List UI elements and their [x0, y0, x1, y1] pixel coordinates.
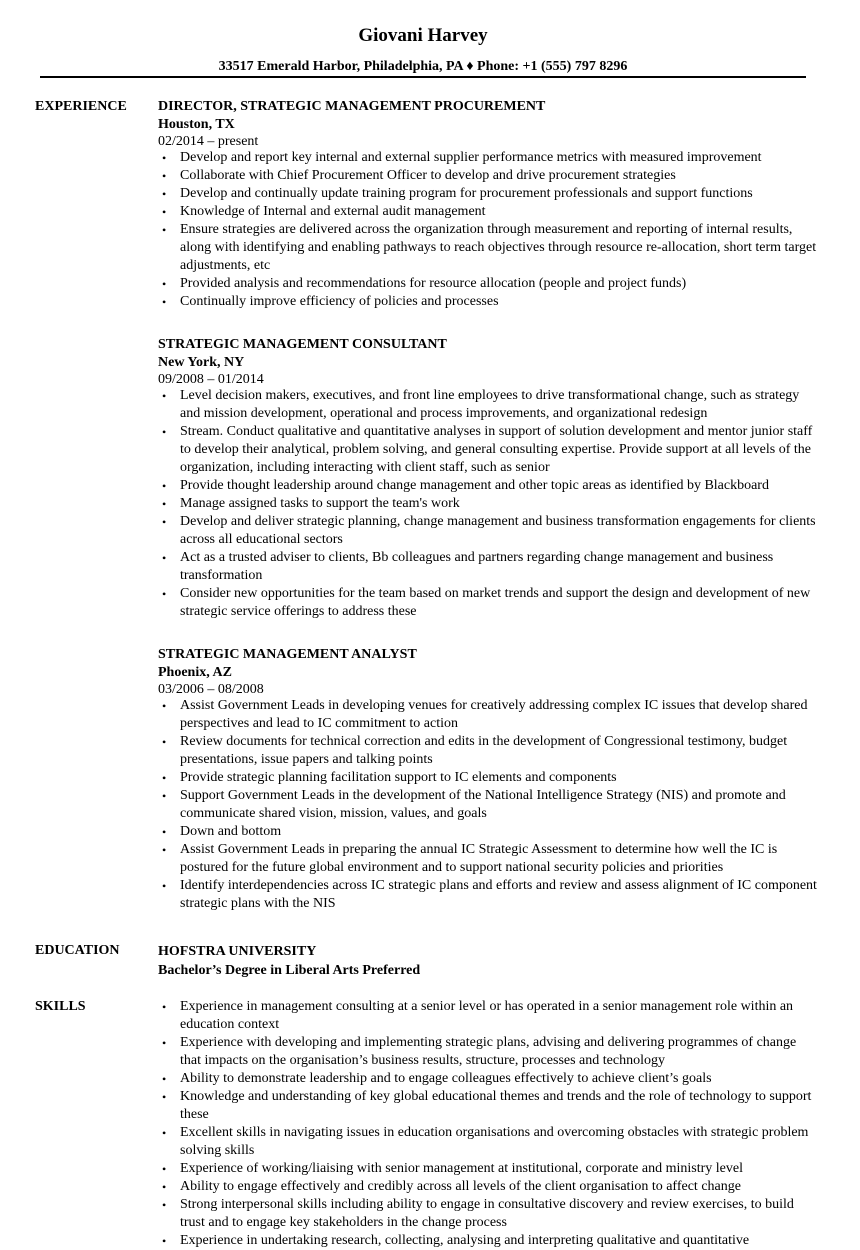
education-degree: Bachelor’s Degree in Liberal Arts Preferred — [158, 963, 421, 978]
education-school: HOFSTRA UNIVERSITY — [158, 944, 317, 959]
bullet-text: Act as a trusted adviser to clients, Bb colleagues and partners regarding change management and business transformation — [180, 550, 774, 583]
skills-bullets — [158, 998, 818, 1250]
bullet-icon: • — [162, 187, 167, 201]
bullet-item — [158, 423, 818, 477]
job-dates: 09/2008 – 01/2014 — [158, 372, 264, 387]
bullet-text: Develop and continually update training program for procurement professionals and support functions — [180, 186, 753, 201]
bullet-text: Ability to engage effectively and credibly across all levels of the client organisation to affect change — [180, 1179, 741, 1194]
bullet-text: Assist Government Leads in developing venues for creatively addressing complex IC issues that develop shared perspectives and lead to IC commitment to action — [180, 698, 808, 731]
bullet-item — [158, 477, 818, 495]
bullet-icon: • — [162, 1072, 167, 1086]
bullet-item — [158, 998, 818, 1034]
bullet-text: Knowledge of Internal and external audit management — [180, 204, 486, 219]
job-location: Houston, TX — [158, 117, 235, 132]
bullet-item — [158, 585, 818, 621]
header-divider — [40, 76, 806, 78]
bullet-text: Strong interpersonal skills including ability to engage in consultative discovery and review exercises, to build trust and to engage key stakeholders in the change process — [180, 1197, 794, 1230]
bullet-text: Consider new opportunities for the team based on market trends and support the design and development of new strategic service offerings to address these — [180, 586, 811, 619]
job-entry — [158, 98, 818, 311]
bullet-item — [158, 1124, 818, 1160]
bullet-icon: • — [162, 825, 167, 839]
bullet-icon: • — [162, 1162, 167, 1176]
bullet-item — [158, 877, 818, 913]
bullet-item — [158, 1160, 818, 1178]
bullet-item — [158, 221, 818, 275]
bullet-text: Review documents for technical correction and edits in the development of Congressional testimony, budget presentations, issue papers and talking points — [180, 734, 788, 767]
contact-line: 33517 Emerald Harbor, Philadelphia, PA ♦ Phone: +1 (555) 797 8296 — [218, 59, 628, 74]
job-location: New York, NY — [158, 355, 245, 370]
bullet-item — [158, 149, 818, 167]
bullet-item — [158, 513, 818, 549]
job-dates: 02/2014 – present — [158, 134, 259, 149]
bullet-item — [158, 823, 818, 841]
bullet-icon: • — [162, 223, 167, 237]
bullet-item — [158, 495, 818, 513]
bullet-text: Provided analysis and recommendations for resource allocation (people and project funds) — [180, 276, 687, 291]
bullet-icon: • — [162, 151, 167, 165]
bullet-item — [158, 549, 818, 585]
bullet-text: Stream. Conduct qualitative and quantitative analyses in support of solution development and mentor junior staff to develop their analytical, problem solving, and general consulting expertise. Provide support at all levels of the organization, including interacting with client staff, such as senior — [180, 424, 813, 475]
bullet-text: Provide strategic planning facilitation support to IC elements and components — [180, 770, 617, 785]
bullet-item — [158, 1070, 818, 1088]
bullet-item — [158, 185, 818, 203]
bullet-text: Experience in management consulting at a senior level or has operated in a senior management role within an education context — [180, 999, 794, 1032]
bullet-item — [158, 733, 818, 769]
bullet-item — [158, 787, 818, 823]
bullet-item — [158, 387, 818, 423]
job-entry — [158, 646, 818, 913]
bullet-icon: • — [162, 1198, 167, 1212]
bullet-icon: • — [162, 169, 167, 183]
bullet-text: Continually improve efficiency of policies and processes — [180, 294, 499, 309]
bullet-text: Ensure strategies are delivered across the organization through measurement and reporting of internal results, along with identifying and enabling pathways to reach objectives through resource re-allocation, short term target adjustments, etc — [180, 222, 817, 273]
bullet-icon: • — [162, 587, 167, 601]
bullet-text: Experience in undertaking research, collecting, analysing and interpreting qualitative and quantitative — [180, 1233, 750, 1248]
bullet-icon: • — [162, 789, 167, 803]
bullet-icon: • — [162, 879, 167, 893]
bullet-item — [158, 1178, 818, 1196]
bullet-item — [158, 275, 818, 293]
bullet-item — [158, 293, 818, 311]
bullet-icon: • — [162, 1180, 167, 1194]
job-location: Phoenix, AZ — [158, 665, 232, 680]
bullet-text: Ability to demonstrate leadership and to engage colleagues effectively to achieve client’s goals — [180, 1071, 712, 1086]
bullet-icon: • — [162, 1090, 167, 1104]
job-title: STRATEGIC MANAGEMENT ANALYST — [158, 647, 417, 662]
bullet-icon: • — [162, 551, 167, 565]
job-title: DIRECTOR, STRATEGIC MANAGEMENT PROCUREMENT — [158, 99, 546, 114]
bullet-icon: • — [162, 389, 167, 403]
bullet-item — [158, 1196, 818, 1232]
education-content — [158, 942, 818, 980]
bullet-text: Provide thought leadership around change management and other topic areas as identified by Blackboard — [180, 478, 769, 493]
bullet-icon: • — [162, 699, 167, 713]
bullet-text: Experience of working/liaising with senior management at institutional, corporate and ministry level — [180, 1161, 743, 1176]
bullet-item — [158, 167, 818, 185]
bullet-icon: • — [162, 1000, 167, 1014]
bullet-text: Assist Government Leads in preparing the annual IC Strategic Assessment to determine how well the IC is postured for the future global environment and to support national security policies and priorities — [180, 842, 778, 875]
bullet-icon: • — [162, 1036, 167, 1050]
education-heading: EDUCATION — [35, 943, 120, 958]
bullet-item — [158, 769, 818, 787]
bullet-item — [158, 203, 818, 221]
bullet-text: Level decision makers, executives, and front line employees to drive transformational change, such as strategy and mission development, operational and process improvements, and organizational redesign — [180, 388, 800, 421]
resume-name: Giovani Harvey — [358, 25, 488, 46]
bullet-icon: • — [162, 515, 167, 529]
job-bullets — [158, 149, 818, 311]
bullet-item — [158, 1034, 818, 1070]
skills-heading: SKILLS — [35, 999, 86, 1014]
bullet-icon: • — [162, 497, 167, 511]
bullet-icon: • — [162, 771, 167, 785]
bullet-icon: • — [162, 1126, 167, 1140]
bullet-item — [158, 1088, 818, 1124]
bullet-text: Manage assigned tasks to support the team's work — [180, 496, 460, 511]
bullet-text: Develop and report key internal and external supplier performance metrics with measured improvement — [180, 150, 762, 165]
bullet-text: Support Government Leads in the development of the National Intelligence Strategy (NIS) and promote and communicate shared vision, mission, values, and goals — [180, 788, 786, 821]
bullet-text: Develop and deliver strategic planning, change management and business transformation engagements for clients across all educational sectors — [180, 514, 816, 547]
job-entry — [158, 336, 818, 621]
bullet-icon: • — [162, 479, 167, 493]
bullet-text: Knowledge and understanding of key global educational themes and trends and the role of technology to support these — [180, 1089, 812, 1122]
bullet-icon: • — [162, 205, 167, 219]
experience-heading: EXPERIENCE — [35, 99, 127, 114]
bullet-text: Identify interdependencies across IC strategic plans and efforts and review and assess alignment of IC component strategic plans with the NIS — [180, 878, 817, 911]
job-bullets — [158, 387, 818, 621]
bullet-item — [158, 697, 818, 733]
bullet-icon: • — [162, 843, 167, 857]
bullet-text: Down and bottom — [180, 824, 282, 839]
bullet-text: Experience with developing and implementing strategic plans, advising and delivering programmes of change that impacts on the organisation’s business results, structure, processes and technology — [180, 1035, 797, 1068]
bullet-text: Collaborate with Chief Procurement Officer to develop and drive procurement strategies — [180, 168, 676, 183]
bullet-icon: • — [162, 277, 167, 291]
experience-jobs — [158, 98, 818, 938]
job-title: STRATEGIC MANAGEMENT CONSULTANT — [158, 337, 447, 352]
job-dates: 03/2006 – 08/2008 — [158, 682, 264, 697]
bullet-text: Excellent skills in navigating issues in education organisations and overcoming obstacles with strategic problem solving skills — [180, 1125, 809, 1158]
bullet-icon: • — [162, 735, 167, 749]
skills-content — [158, 998, 818, 1250]
bullet-icon: • — [162, 295, 167, 309]
bullet-item — [158, 1232, 818, 1250]
job-bullets — [158, 697, 818, 913]
bullet-icon: • — [162, 1234, 167, 1248]
bullet-icon: • — [162, 425, 167, 439]
bullet-item — [158, 841, 818, 877]
